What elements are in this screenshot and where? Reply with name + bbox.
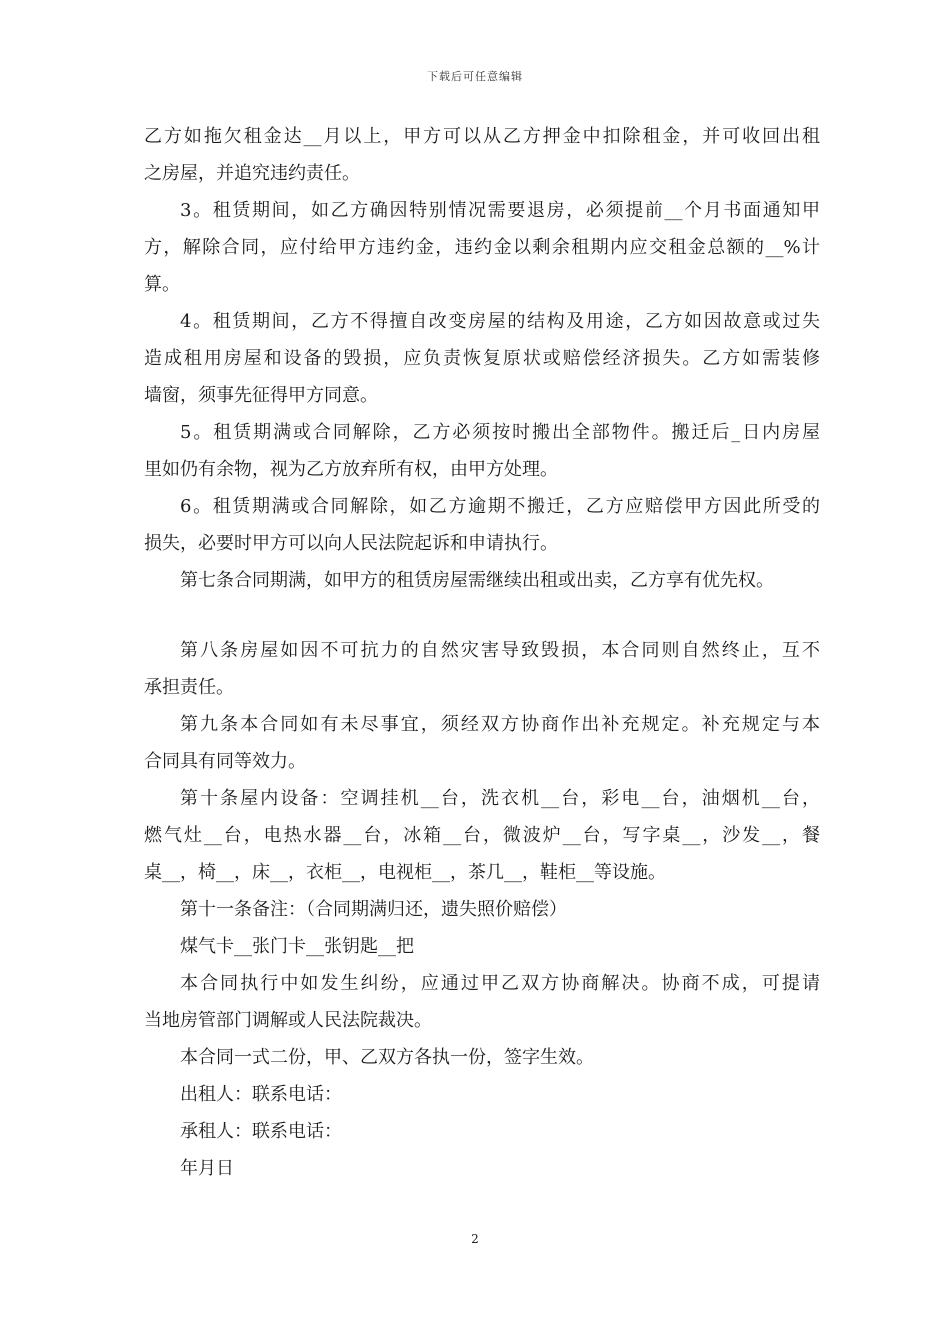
text-line: 第十条屋内设备：空调挂机__台，洗衣机__台，彩电__台，油烟机__台， xyxy=(180,788,820,809)
paragraph-article-7 xyxy=(144,562,820,599)
text-line: 5。租赁期满或合同解除，乙方必须按时搬出全部物件。搬迁后_日内房屋 xyxy=(180,422,820,443)
text-line: 算。 xyxy=(144,274,180,295)
paragraph-keys xyxy=(144,928,820,965)
text-line: 年月日 xyxy=(180,1158,234,1179)
text-line: 本合同执行中如发生纠纷，应通过甲乙双方协商解决。协商不成，可提请 xyxy=(180,973,820,994)
text-line: 当地房管部门调解或人民法院裁决。 xyxy=(144,1010,432,1031)
document-body xyxy=(144,118,820,1187)
text-line: 之房屋，并追究违约责任。 xyxy=(144,163,360,184)
paragraph-gap xyxy=(144,599,820,632)
signature-date xyxy=(144,1150,820,1187)
signature-lessee xyxy=(144,1113,820,1150)
paragraph-article-11 xyxy=(144,891,820,928)
paragraph-rent-arrears xyxy=(144,118,820,192)
text-line: 桌__，椅__，床__，衣柜__，电视柜__，茶几__，鞋柜__等设施。 xyxy=(144,862,666,883)
text-line: 4。租赁期间，乙方不得擅自改变房屋的结构及用途，乙方如因故意或过失 xyxy=(180,311,820,332)
text-line: 损失，必要时甲方可以向人民法院起诉和申请执行。 xyxy=(144,533,558,554)
page-header: 下载后可任意编辑 xyxy=(427,70,523,83)
text-line: 第九条本合同如有未尽事宜，须经双方协商作出补充规定。补充规定与本 xyxy=(180,714,820,735)
paragraph-dispute xyxy=(144,965,820,1039)
text-line: 第八条房屋如因不可抗力的自然灾害导致毁损，本合同则自然终止，互不 xyxy=(180,640,820,661)
paragraph-clause-4 xyxy=(144,303,820,414)
text-line: 合同具有同等效力。 xyxy=(144,751,306,772)
paragraph-copies xyxy=(144,1039,820,1076)
paragraph-clause-3 xyxy=(144,192,820,303)
text-line: 承租人：联系电话： xyxy=(180,1121,342,1142)
text-line: 第十一条备注：（合同期满归还，遗失照价赔偿） xyxy=(180,899,567,920)
text-line: 里如仍有余物，视为乙方放弃所有权，由甲方处理。 xyxy=(144,459,558,480)
text-line: 燃气灶__台，电热水器__台，冰箱__台，微波炉__台，写字桌__，沙发__，餐 xyxy=(144,825,820,846)
text-line: 造成租用房屋和设备的毁损，应负责恢复原状或赔偿经济损失。乙方如需装修 xyxy=(144,348,820,369)
text-line: 6。租赁期满或合同解除，如乙方逾期不搬迁，乙方应赔偿甲方因此所受的 xyxy=(180,496,820,517)
paragraph-clause-6 xyxy=(144,488,820,562)
signature-lessor xyxy=(144,1076,820,1113)
text-line: 出租人：联系电话： xyxy=(180,1084,342,1105)
text-line: 方，解除合同，应付给甲方违约金，违约金以剩余租期内应交租金总额的__%计 xyxy=(144,237,820,258)
page-number: 2 xyxy=(471,1232,479,1246)
paragraph-clause-5 xyxy=(144,414,820,488)
text-line: 煤气卡__张门卡__张钥匙__把 xyxy=(180,936,414,957)
paragraph-article-9 xyxy=(144,706,820,780)
text-line: 乙方如拖欠租金达__月以上，甲方可以从乙方押金中扣除租金，并可收回出租 xyxy=(144,126,820,147)
text-line: 承担责任。 xyxy=(144,677,234,698)
text-line: 本合同一式二份，甲、乙双方各执一份，签字生效。 xyxy=(180,1047,594,1068)
text-line: 墙窗，须事先征得甲方同意。 xyxy=(144,385,378,406)
text-line: 第七条合同期满，如甲方的租赁房屋需继续出租或出卖，乙方享有优先权。 xyxy=(180,570,774,591)
paragraph-article-10 xyxy=(144,780,820,891)
text-line: 3。租赁期间，如乙方确因特别情况需要退房，必须提前__个月书面通知甲 xyxy=(180,200,820,221)
paragraph-article-8 xyxy=(144,632,820,706)
